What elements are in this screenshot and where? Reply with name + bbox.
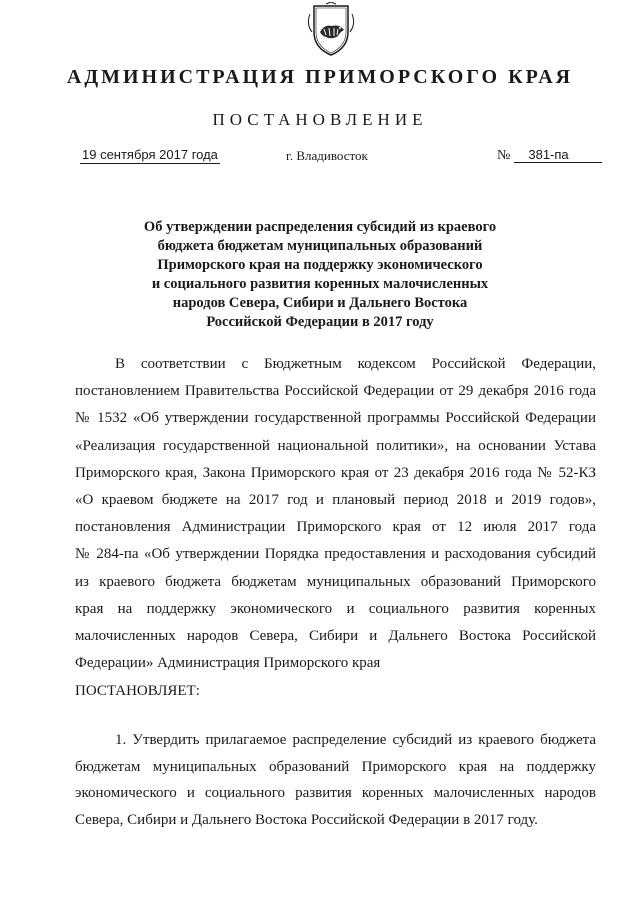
item-line: Севера, Сибири и Дальнего Востока Российской Федерации в 2017 году. (75, 811, 538, 828)
subject-line: Российской Федерации в 2017 году (206, 314, 434, 330)
body-line: малочисленных народов Севера, Сибири и Дальнего Востока Российской (75, 627, 596, 644)
subject-line: народов Севера, Сибири и Дальнего Востока (172, 295, 468, 311)
item-1-paragraph (75, 727, 596, 833)
body-line: «О краевом бюджете на 2017 год и плановый период 2018 и 2019 годов», (75, 491, 596, 508)
organization-title: АДМИНИСТРАЦИЯ ПРИМОРСКОГО КРАЯ (66, 66, 574, 88)
body-line: постановлением Правительства Российской Федерации от 29 декабря 2016 года (75, 383, 596, 400)
document-number-block (497, 147, 602, 164)
body-line: из краевого бюджета бюджетам муниципальных образований Приморского (75, 573, 596, 590)
tiger-shield-icon (302, 2, 360, 58)
document-city: г. Владивосток (286, 148, 368, 163)
body-line: № 1532 «Об утверждении государственной программы Российской Федерации (75, 410, 596, 427)
subject-line: Приморского края на поддержку экономического (157, 257, 483, 273)
body-line: В соответствии с Бюджетным кодексом Российской Федерации, (115, 356, 596, 372)
body-line: № 284-па «Об утверждении Порядка предоставления и расходования субсидий (75, 546, 596, 563)
decree-word: ПОСТАНОВЛЯЕТ: (75, 683, 200, 699)
subject-line: Об утверждении распределения субсидий из краевого (143, 219, 497, 235)
document-number: 381-па (514, 147, 602, 163)
body-line: края на поддержку экономического и социального развития коренных (75, 600, 596, 617)
subject-line: бюджета бюджетам муниципальных образований (157, 238, 483, 254)
coat-of-arms-emblem (302, 2, 360, 58)
body-line: постановления Администрации Приморского края от 12 июля 2017 года (75, 519, 596, 536)
document-type: ПОСТАНОВЛЕНИЕ (212, 110, 428, 129)
item-line: 1. Утвердить прилагаемое распределение субсидий из краевого бюджета (115, 732, 596, 748)
document-subject (120, 218, 520, 332)
number-label: № (497, 148, 511, 163)
body-line: Федерации» Администрация Приморского края (75, 655, 381, 672)
item-line: экономического и социального развития коренных малочисленных народов (75, 785, 596, 801)
body-line: «Реализация государственной национальной политики», на основании Устава (75, 437, 596, 454)
item-line: бюджетам муниципальных образований Приморского края на поддержку (75, 758, 596, 775)
body-line: Приморского края, Закона Приморского края от 23 декабря 2016 года № 52-КЗ (75, 464, 596, 481)
preamble-paragraph (75, 351, 596, 677)
document-date: 19 сентября 2017 года (82, 147, 218, 162)
subject-line: и социального развития коренных малочисленных (151, 276, 489, 292)
